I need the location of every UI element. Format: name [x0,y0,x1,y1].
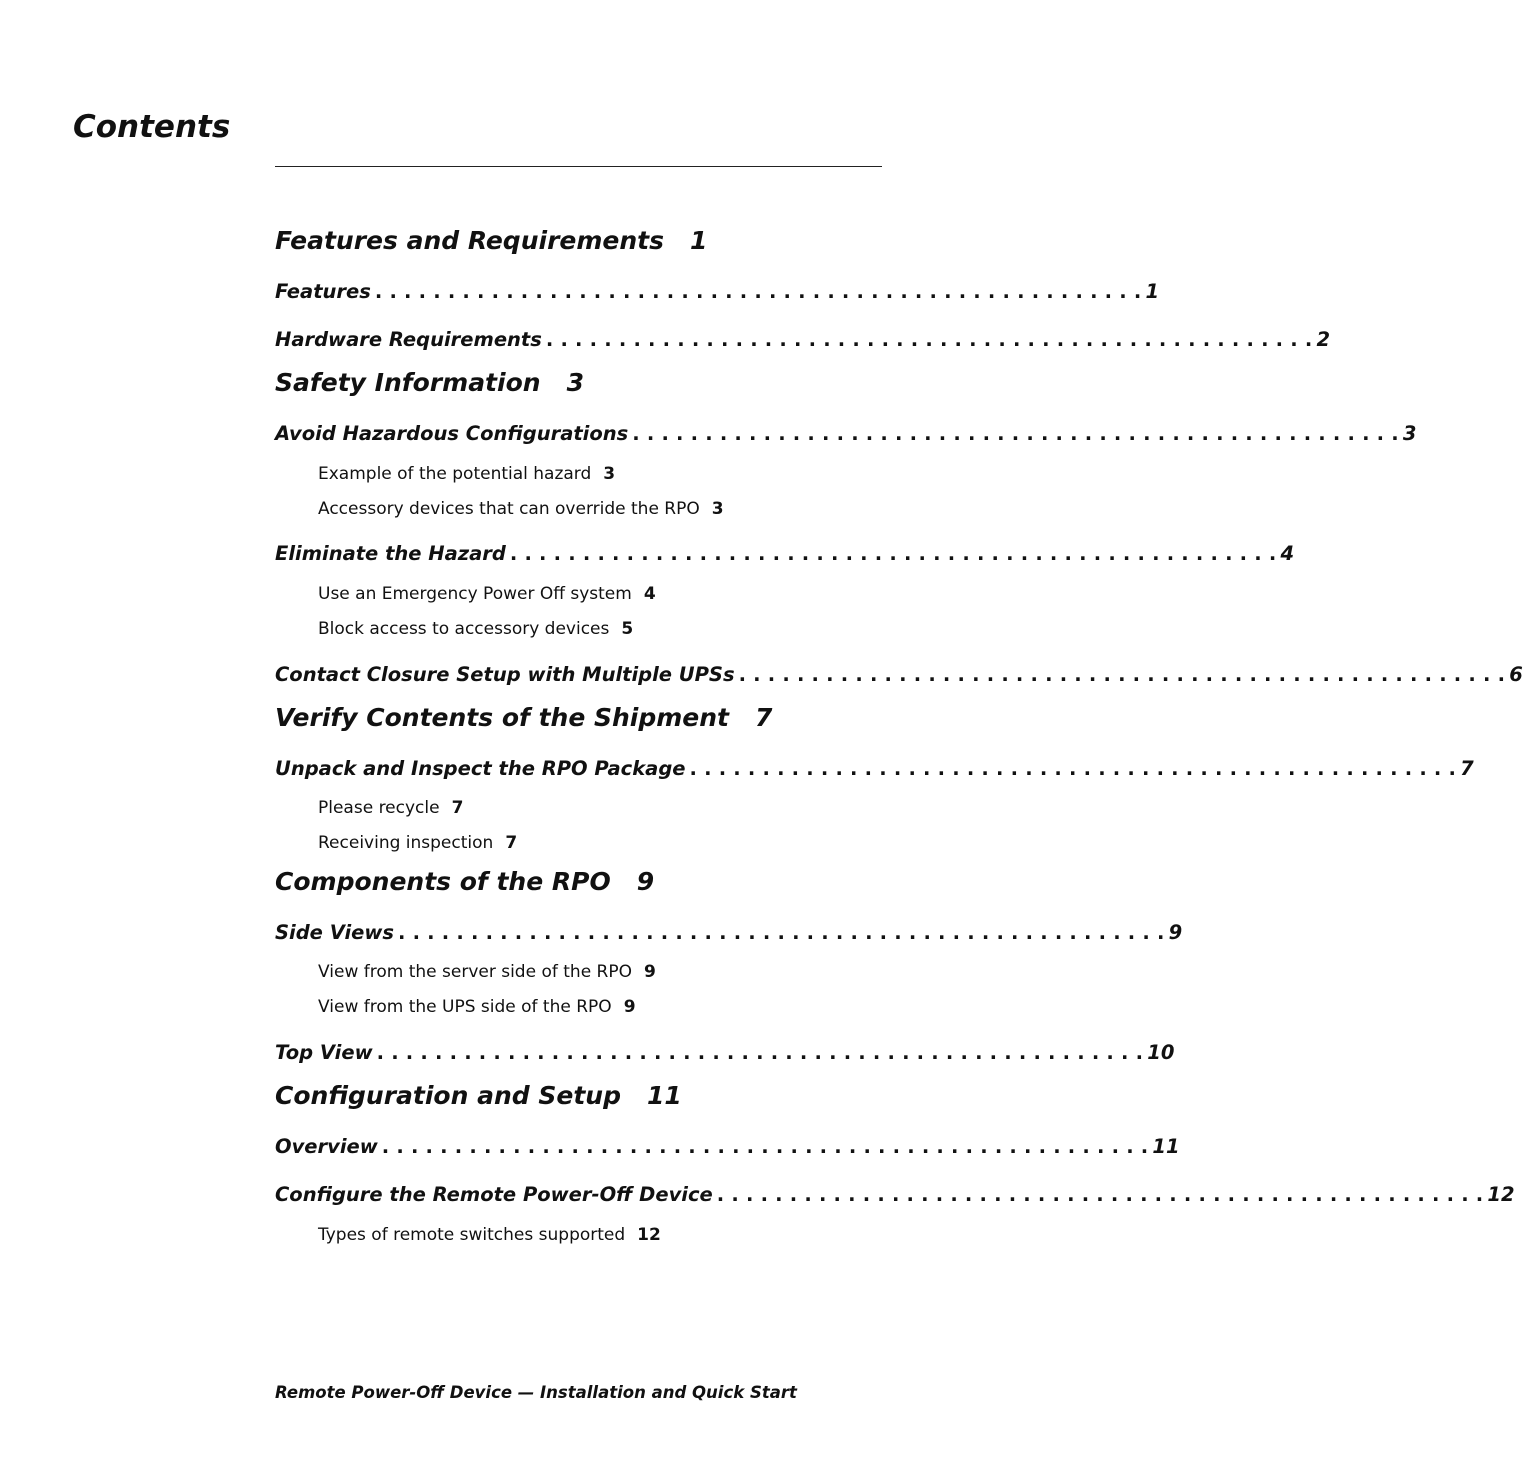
dot-leader: . . . . . . . . . . . . . . . . . . . . . . . . . . . . . . . . . . . . . . . . . . . . . . . . . . . . . [381,1135,1149,1158]
subsection-page-number: 3 [711,499,724,519]
toc-subsection-example-of-hazard[interactable] [318,462,878,486]
subsection-page-number: 7 [505,833,518,853]
toc-subsection-server-side-view[interactable] [318,960,878,984]
toc-chapter-configuration-and-setup[interactable] [275,1079,882,1113]
toc-chapter-features-and-requirements[interactable] [275,224,882,258]
subsection-title: Block access to accessory devices [318,619,610,639]
chapter-page-number: 3 [566,368,584,397]
subsection-page-number: 9 [644,962,656,982]
chapter-title: Verify Contents of the Shipment [275,703,730,732]
toc-section-eliminate-the-hazard[interactable] [275,540,1295,568]
section-title: Overview [275,1135,378,1158]
toc-section-avoid-hazardous-configurations[interactable] [275,420,1417,448]
toc-section-configure-rpo-device[interactable] [275,1181,1515,1209]
header-rule [275,166,882,167]
page-footer: Remote Power-Off Device — Installation and Quick Start [275,1383,797,1402]
toc-section-hardware-requirements[interactable] [275,326,1331,354]
section-title: Side Views [275,921,394,944]
section-page-number: 4 [1280,542,1295,565]
toc-subsection-block-access[interactable] [318,617,878,641]
dot-leader: . . . . . . . . . . . . . . . . . . . . . . . . . . . . . . . . . . . . . . . . . . . . . . . . . . . . . [397,921,1165,944]
dot-leader: . . . . . . . . . . . . . . . . . . . . . . . . . . . . . . . . . . . . . . . . . . . . . . . . . . . . . [632,422,1399,445]
subsection-page-number: 7 [451,798,464,818]
toc-subsection-please-recycle[interactable] [318,796,878,820]
toc-chapter-verify-contents[interactable] [275,701,882,735]
toc-section-contact-closure-setup[interactable] [275,661,1523,689]
dot-leader: . . . . . . . . . . . . . . . . . . . . . . . . . . . . . . . . . . . . . . . . . . . . . . . . . . . . . [509,542,1277,565]
section-title: Eliminate the Hazard [275,542,506,565]
toc-subsection-emergency-power-off[interactable] [318,582,878,606]
section-page-number: 11 [1152,1135,1180,1158]
section-title: Avoid Hazardous Configurations [275,422,629,445]
chapter-title: Configuration and Setup [275,1081,621,1110]
section-page-number: 6 [1509,663,1523,686]
section-page-number: 2 [1316,328,1331,351]
toc-section-top-view[interactable] [275,1039,1175,1067]
section-page-number: 1 [1145,280,1160,303]
page-title: Contents [73,109,231,145]
toc-subsection-accessory-devices-override[interactable] [318,497,878,521]
toc-subsection-receiving-inspection[interactable] [318,831,878,855]
subsection-page-number: 5 [621,619,634,639]
subsection-page-number: 3 [603,464,616,484]
subsection-page-number: 9 [623,997,636,1017]
dot-leader: . . . . . . . . . . . . . . . . . . . . . . . . . . . . . . . . . . . . . . . . . . . . . . . . . . . . . [545,328,1313,351]
dot-leader: . . . . . . . . . . . . . . . . . . . . . . . . . . . . . . . . . . . . . . . . . . . . . . . . . . . . . [376,1041,1144,1064]
section-page-number: 9 [1168,921,1183,944]
section-title: Features [275,280,371,303]
dot-leader: . . . . . . . . . . . . . . . . . . . . . . . . . . . . . . . . . . . . . . . . . . . . . . . . . . . . . [738,663,1506,686]
toc-subsection-types-of-remote-switches[interactable] [318,1223,878,1247]
subsection-page-number: 12 [637,1225,661,1245]
toc-subsection-ups-side-view[interactable] [318,995,878,1019]
chapter-title: Features and Requirements [275,226,664,255]
chapter-page-number: 9 [636,867,655,896]
toc-chapter-components-of-the-rpo[interactable] [275,865,882,899]
subsection-title: Please recycle [318,798,440,818]
subsection-title: View from the UPS side of the RPO [318,997,612,1017]
subsection-title: Types of remote switches supported [318,1225,626,1245]
section-title: Configure the Remote Power-Off Device [275,1183,713,1206]
section-title: Top View [275,1041,373,1064]
dot-leader: . . . . . . . . . . . . . . . . . . . . . . . . . . . . . . . . . . . . . . . . . . . . . . . . . . . . . [689,757,1457,780]
chapter-page-number: 7 [755,703,773,732]
section-page-number: 12 [1487,1183,1515,1206]
section-title: Unpack and Inspect the RPO Package [275,757,686,780]
section-page-number: 3 [1402,422,1417,445]
subsection-title: Receiving inspection [318,833,494,853]
toc-section-features[interactable] [275,278,1160,306]
subsection-title: Use an Emergency Power Off system [318,584,632,604]
toc-section-unpack-and-inspect[interactable] [275,755,1474,783]
section-page-number: 7 [1460,757,1474,780]
chapter-title: Safety Information [275,368,541,397]
chapter-page-number: 1 [690,226,708,255]
section-title: Hardware Requirements [275,328,542,351]
subsection-page-number: 4 [643,584,656,604]
chapter-page-number: 11 [646,1081,682,1110]
subsection-title: Example of the potential hazard [318,464,592,484]
dot-leader: . . . . . . . . . . . . . . . . . . . . . . . . . . . . . . . . . . . . . . . . . . . . . . . . . . . . . [716,1183,1484,1206]
dot-leader: . . . . . . . . . . . . . . . . . . . . . . . . . . . . . . . . . . . . . . . . . . . . . . . . . . . . . [374,280,1142,303]
toc-chapter-safety-information[interactable] [275,366,882,400]
toc-section-side-views[interactable] [275,919,1183,947]
section-title: Contact Closure Setup with Multiple UPSs [275,663,735,686]
toc-section-overview[interactable] [275,1133,1180,1161]
section-page-number: 10 [1147,1041,1175,1064]
subsection-title: View from the server side of the RPO [318,962,633,982]
chapter-title: Components of the RPO [275,867,611,896]
subsection-title: Accessory devices that can override the RPO [318,499,700,519]
